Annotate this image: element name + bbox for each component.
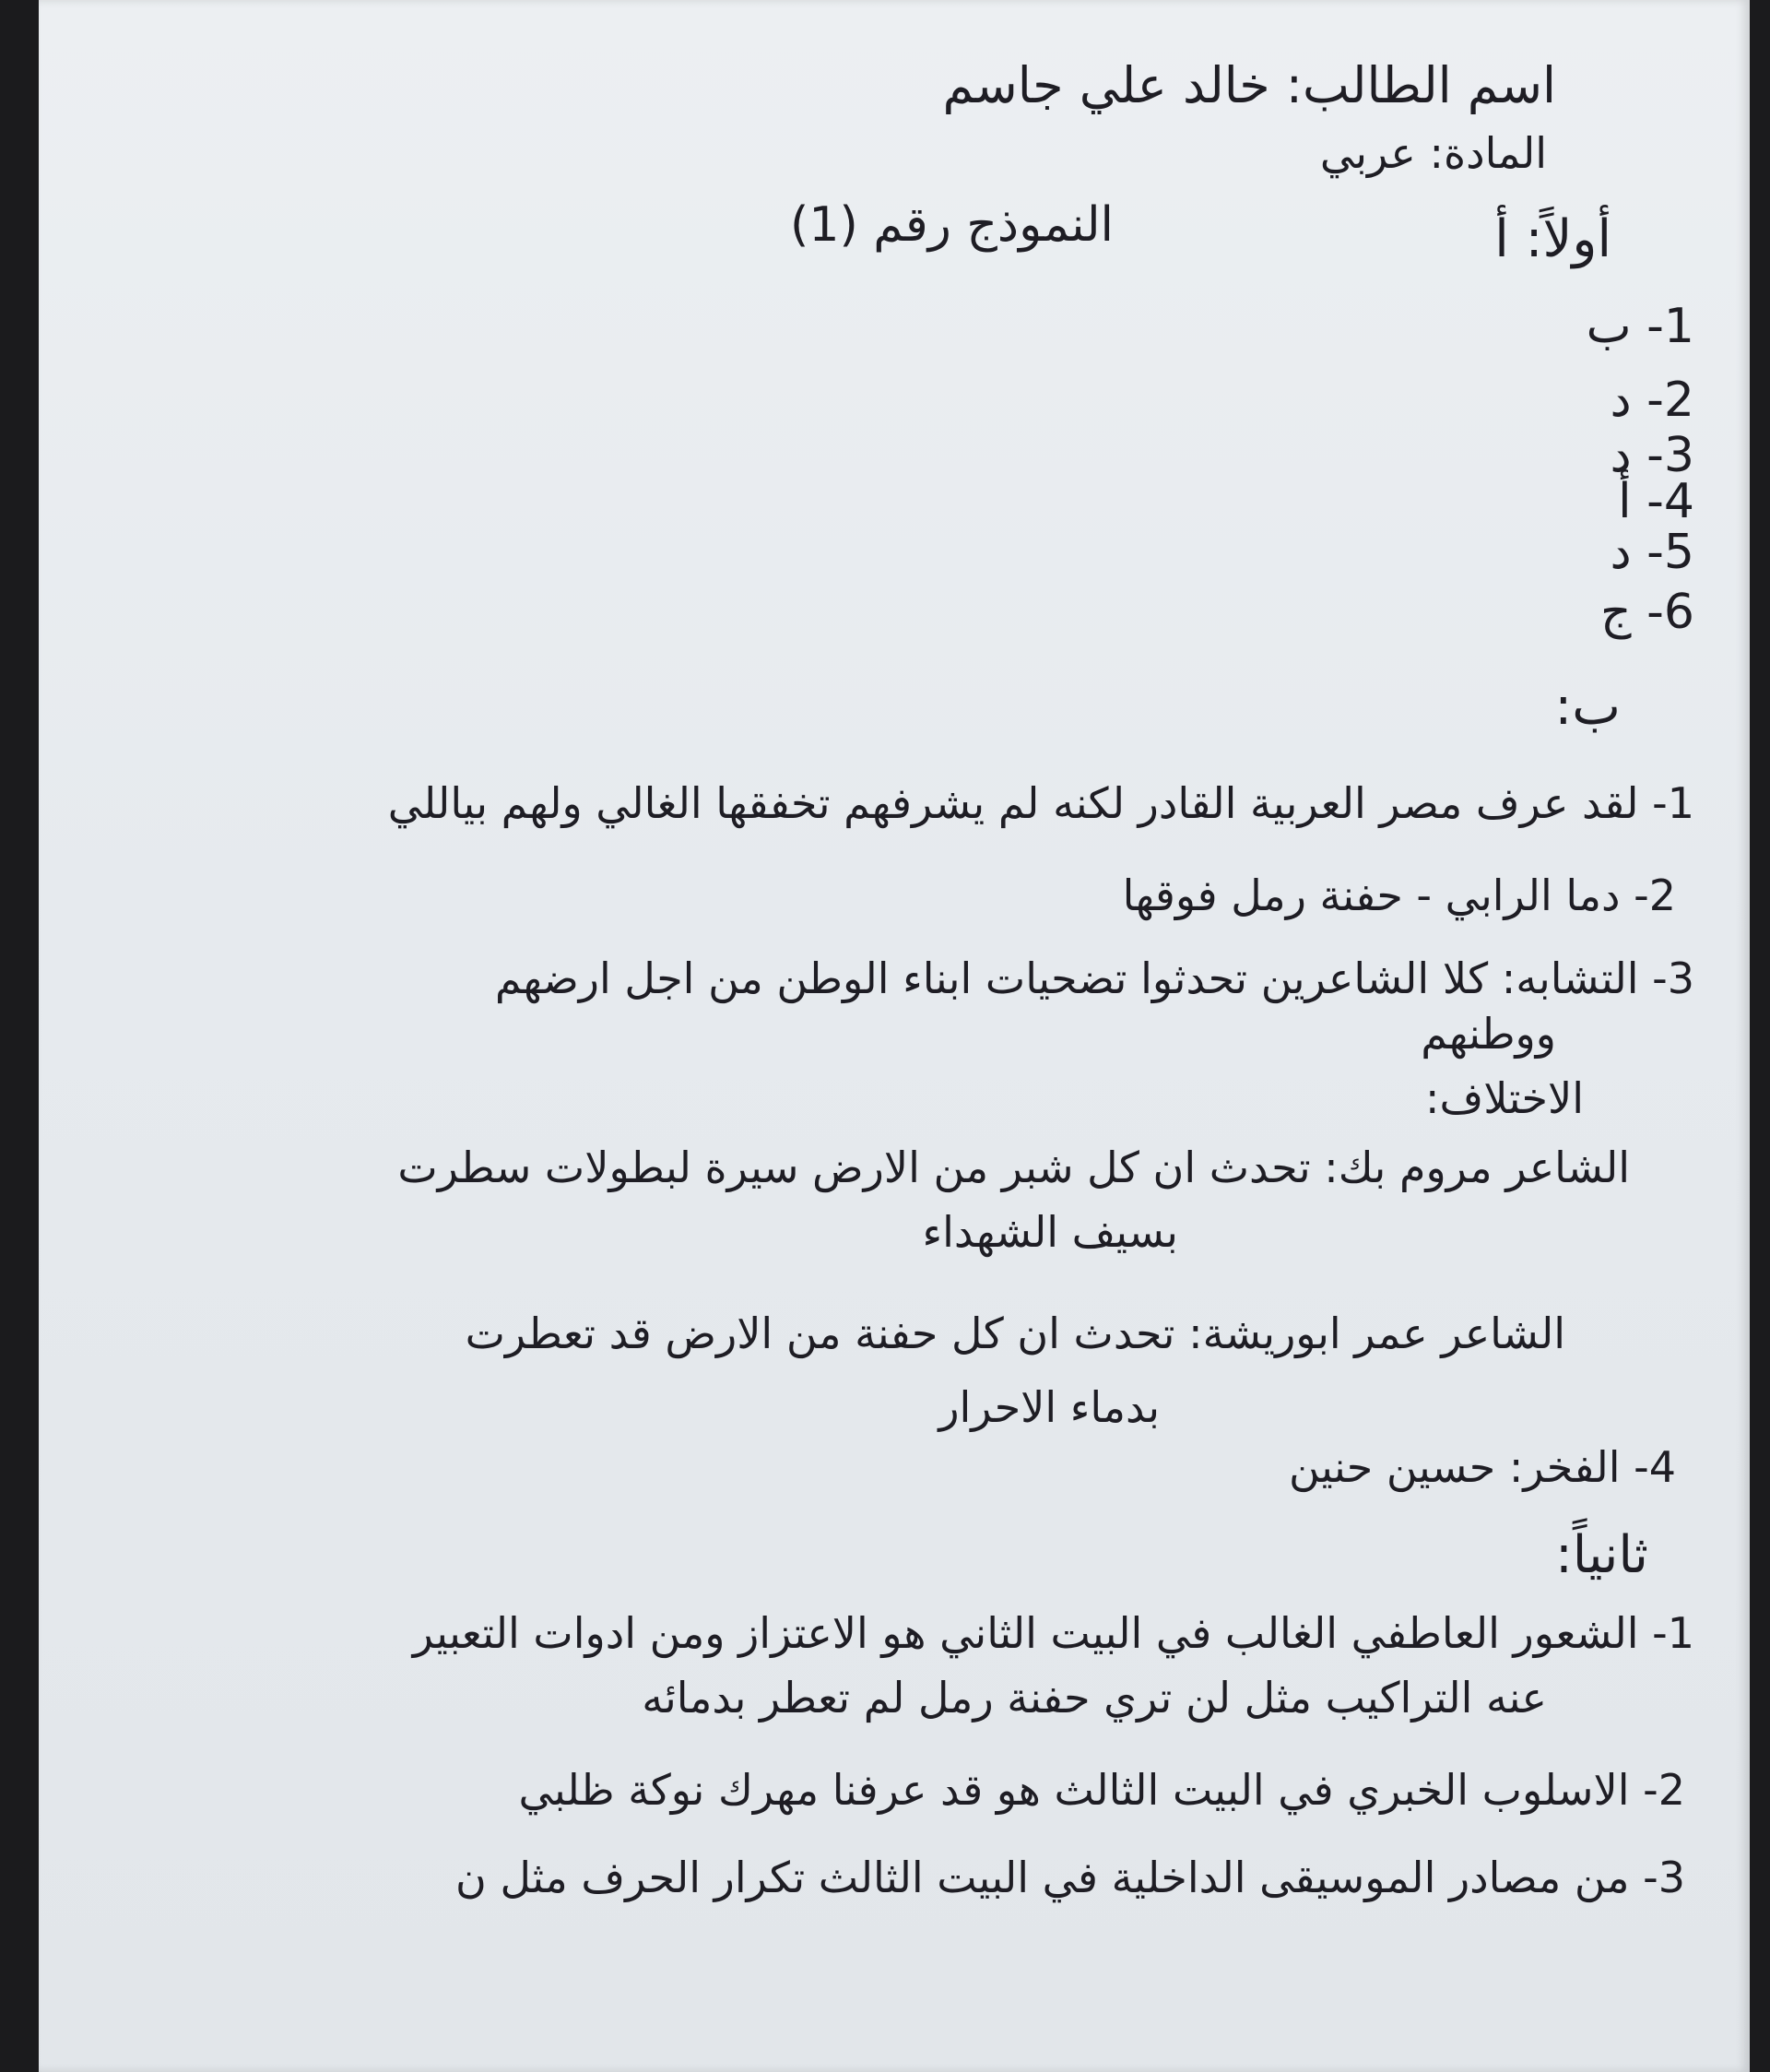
student-name-line: اسم الطالب: خالد علي جاسم [942,56,1556,114]
form-title: النموذج رقم (1) [790,197,1114,253]
section-1b-line-3: 3- التشابه: كلا الشاعرين تحدثوا تضحيات ابناء الوطن من اجل ارضهم [494,953,1694,1003]
section-1b-line-7: بسيف الشهداء [922,1207,1178,1257]
section-1b-line-9: بدماء الاحرار [938,1382,1160,1432]
answer-3: 3- د [1610,428,1694,483]
answer-5: 5- د [1610,525,1694,580]
section-2-line-3: 2- الاسلوب الخبري في البيت الثالث هو قد عرفنا مهرك نوكة ظلبي [518,1765,1685,1815]
notebook-page [39,0,1750,2072]
answer-2: 2- د [1610,373,1694,428]
section-1b-line-2: 2- دما الرابي - حفنة رمل فوقها [1122,870,1676,920]
section-2-line-2: عنه التراكيب مثل لن تري حفنة رمل لم تعطر بدمائه [642,1673,1547,1723]
section-1b-line-10: 4- الفخر: حسين حنين [1289,1442,1676,1492]
answer-4: 4- أ [1618,474,1694,529]
section-1-title: أولاً: أ [1494,209,1611,269]
section-1b-title: ب: [1554,677,1621,737]
section-2-title: ثانياً: [1554,1525,1648,1585]
answer-1: 1- ب [1586,299,1694,354]
section-2-line-1: 1- الشعور العاطفي الغالب في البيت الثاني هو الاعتزاز ومن ادوات التعبير [412,1608,1694,1658]
answer-6: 6- ج [1600,585,1694,640]
subject-line: المادة: عربي [1319,128,1547,178]
section-1b-line-4: ووطنهم [1421,1009,1556,1059]
section-1b-line-8: الشاعر عمر ابوريشة: تحدث ان كل حفنة من الارض قد تعطرت [465,1308,1565,1358]
section-1b-line-6: الشاعر مروم بك: تحدث ان كل شبر من الارض سيرة لبطولات سطرت [397,1143,1630,1192]
section-1b-line-1: 1- لقد عرف مصر العربية القادر لكنه لم يشرفهم تخفقها الغالي ولهم بياللي [387,778,1694,828]
section-1b-line-5: الاختلاف: [1425,1073,1584,1123]
section-2-line-4: 3- من مصادر الموسيقى الداخلية في البيت الثالث تكرار الحرف مثل ن [455,1853,1685,1902]
